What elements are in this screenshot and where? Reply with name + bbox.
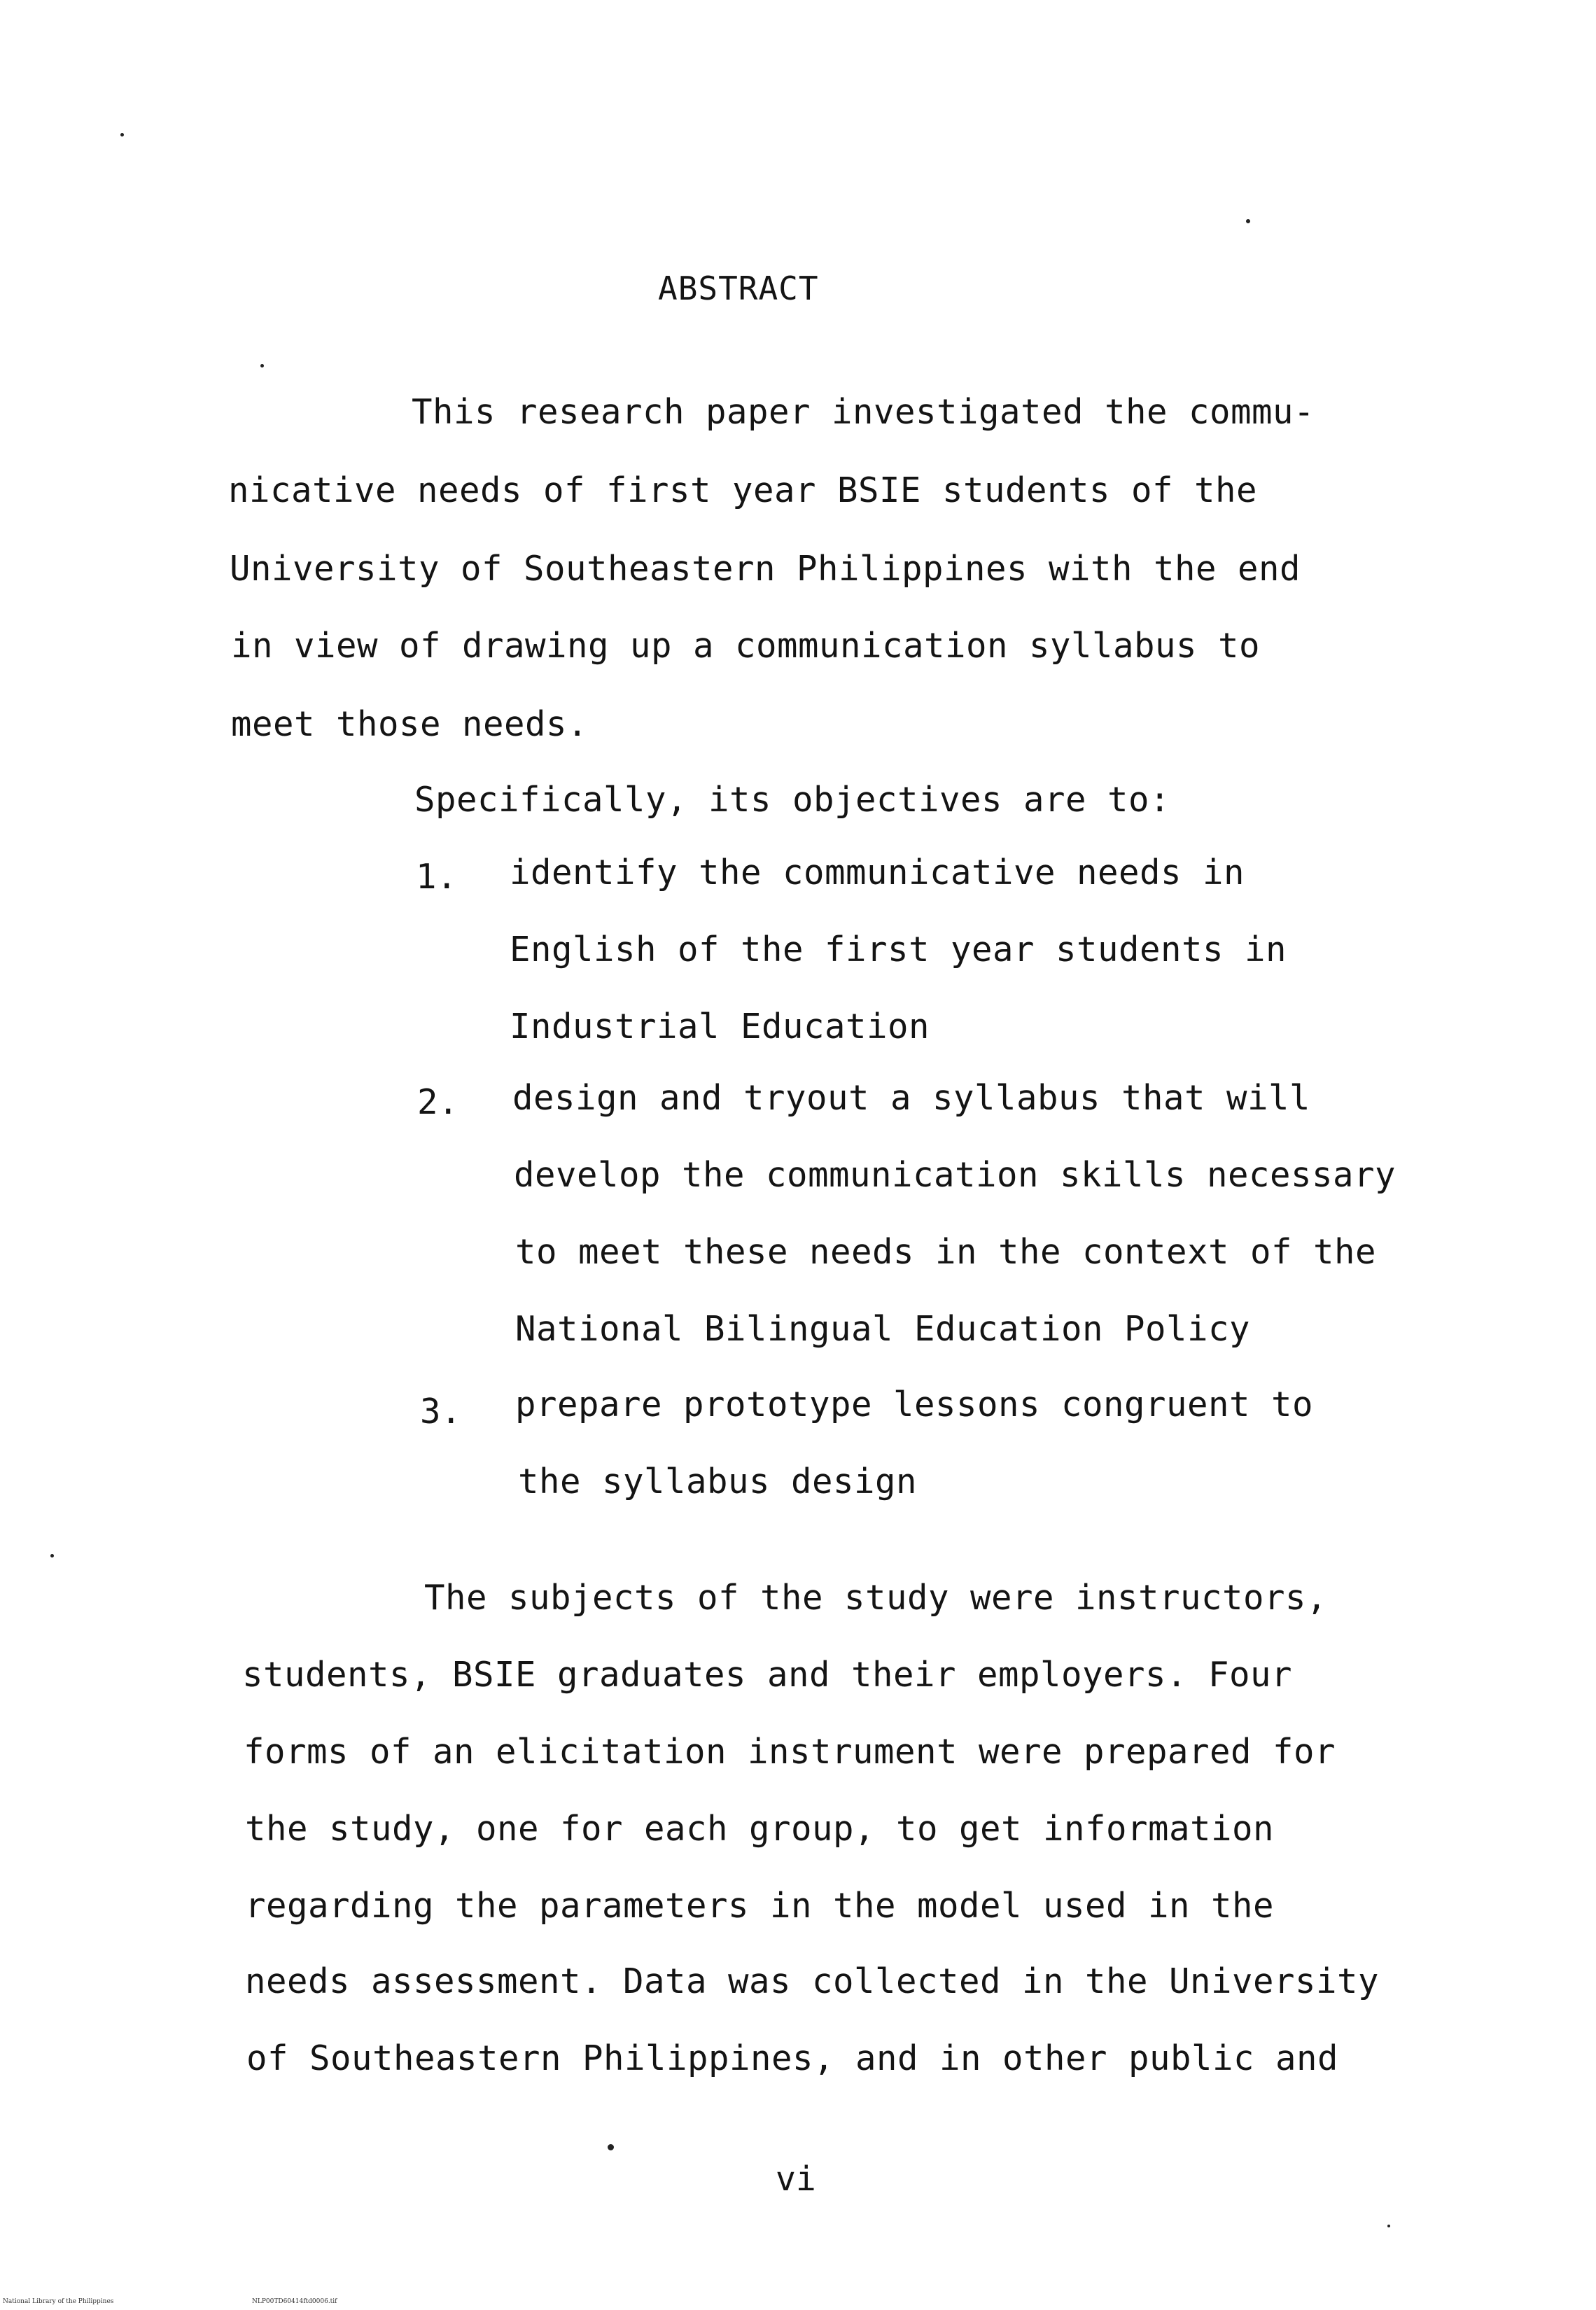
objective-1-line: identify the communicative needs in xyxy=(510,853,1245,892)
paragraph-1-line: This research paper investigated the commu- xyxy=(412,392,1315,432)
scan-speck xyxy=(1246,219,1250,223)
objective-2-line: develop the communication skills necessary xyxy=(514,1155,1396,1195)
paragraph-2-line: The subjects of the study were instructors, xyxy=(424,1578,1328,1618)
objective-3-number: 3. xyxy=(420,1392,462,1432)
scan-speck xyxy=(120,133,124,136)
scan-speck xyxy=(608,2144,614,2150)
scan-speck xyxy=(50,1554,54,1558)
paragraph-1-line: nicative needs of first year BSIE students of the xyxy=(228,470,1258,510)
footer-file: NLP00TD60414ftd0006.tif xyxy=(252,2298,337,2305)
page-number: vi xyxy=(776,2160,816,2199)
paragraph-2-line: students, BSIE graduates and their employers. Four xyxy=(242,1655,1293,1695)
objective-2-line: design and tryout a syllabus that will xyxy=(512,1078,1311,1118)
objective-1-line: Industrial Education xyxy=(510,1007,930,1046)
objective-1-number: 1. xyxy=(416,857,458,897)
objective-3-line: the syllabus design xyxy=(518,1462,918,1502)
objective-3-line: prepare prototype lessons congruent to xyxy=(515,1385,1314,1424)
paragraph-2-line: regarding the parameters in the model used in the xyxy=(245,1886,1275,1926)
objective-2-line: National Bilingual Education Policy xyxy=(515,1309,1251,1349)
paragraph-1-line: meet those needs. xyxy=(231,704,589,744)
paragraph-2-line: forms of an elicitation instrument were prepared for xyxy=(244,1732,1336,1772)
scan-speck xyxy=(260,364,264,368)
paragraph-1-line: University of Southeastern Philippines with the end xyxy=(230,549,1301,589)
objective-1-line: English of the first year students in xyxy=(510,930,1287,969)
scan-speck xyxy=(1387,2225,1390,2227)
footer-library: National Library of the Philippines xyxy=(3,2298,114,2305)
objective-2-line: to meet these needs in the context of the xyxy=(515,1232,1377,1272)
objective-2-number: 2. xyxy=(417,1082,459,1122)
paragraph-2-line: the study, one for each group, to get information xyxy=(245,1809,1275,1849)
objectives-intro: Specifically, its objectives are to: xyxy=(414,780,1171,820)
paragraph-2-line: of Southeastern Philippines, and in other public and xyxy=(246,2038,1339,2078)
abstract-title: ABSTRACT xyxy=(658,270,819,307)
paragraph-1-line: in view of drawing up a communication syllabus to xyxy=(231,626,1261,666)
paragraph-2-line: needs assessment. Data was collected in the University xyxy=(245,1961,1380,2001)
